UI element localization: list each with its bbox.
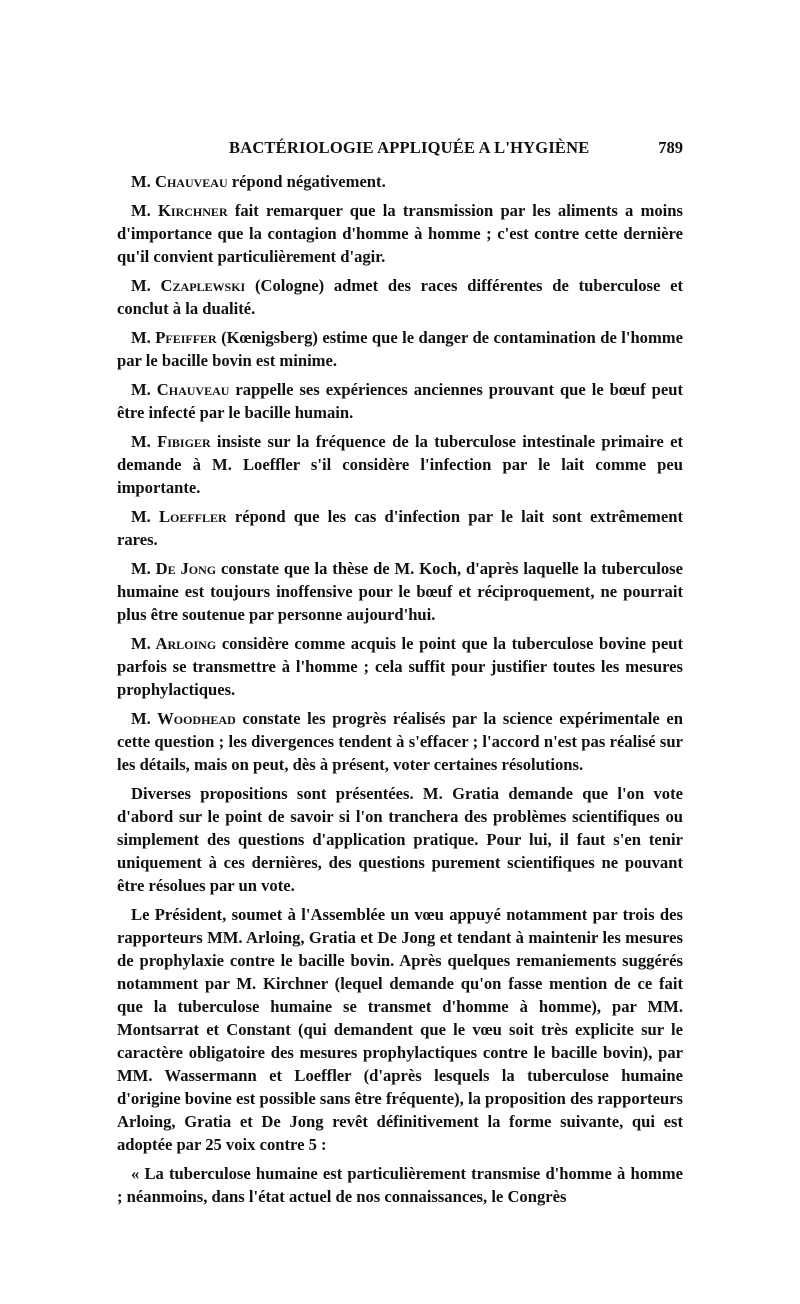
paragraph — [117, 557, 683, 626]
paragraph — [117, 274, 683, 320]
speaker-name: M. Loeffler — [131, 507, 227, 526]
paragraph — [117, 326, 683, 372]
speaker-name: M. Fibiger — [131, 432, 211, 451]
paragraph-text: constate les progrès réalisés par la science expérimentale en cette question ; les divergences tendent à s'effacer ; l'accord n'est pas réalisé sur les détails, mais on peut, dès à présent, voter certaines résolutions. — [117, 709, 683, 774]
paragraph-text: répond que les cas d'infection par le lait sont extrêmement rares. — [117, 507, 683, 549]
page — [117, 138, 683, 1214]
speaker-name: M. Kirchner — [131, 201, 228, 220]
paragraph — [117, 782, 683, 897]
paragraph — [117, 170, 683, 193]
paragraph-text: (Kœnigsberg) estime que le danger de contamination de l'homme par le bacille bovin est minime. — [117, 328, 683, 370]
speaker-name: M. De Jong — [131, 559, 217, 578]
speaker-name: M. Czaplewski — [131, 276, 246, 295]
paragraph — [117, 632, 683, 701]
paragraph-text: (Cologne) admet des races différentes de tuberculose et conclut à la dualité. — [117, 276, 683, 318]
paragraph — [117, 378, 683, 424]
paragraph-text: constate que la thèse de M. Koch, d'après laquelle la tuberculose humaine est toujours inoffensive pour le bœuf et réciproquement, ne pourrait plus être soutenue par personne aujourd'hui. — [117, 559, 683, 624]
paragraph — [117, 1162, 683, 1208]
running-title: BACTÉRIOLOGIE APPLIQUÉE A L'HYGIÈNE — [229, 138, 590, 157]
paragraph-text: considère comme acquis le point que la tuberculose bovine peut parfois se transmettre à l'homme ; cela suffit pour justifier toutes les mesures prophylactiques. — [117, 634, 683, 699]
paragraph — [117, 199, 683, 268]
paragraph — [117, 505, 683, 551]
paragraph-text: rappelle ses expériences anciennes prouvant que le bœuf peut être infecté par le bacille humain. — [117, 380, 683, 422]
page-number: 789 — [658, 138, 683, 157]
paragraph — [117, 707, 683, 776]
paragraph-text: « La tuberculose humaine est particulièrement transmise d'homme à homme ; néanmoins, dans l'état actuel de nos connaissances, le Congrès — [117, 1164, 683, 1206]
page-header — [117, 138, 683, 164]
speaker-name: M. Arloing — [131, 634, 217, 653]
speaker-name: M. Woodhead — [131, 709, 236, 728]
paragraph-text: répond négativement. — [227, 172, 386, 191]
paragraph-text: Diverses propositions sont présentées. M. Gratia demande que l'on vote d'abord sur le point de savoir si l'on tranchera des problèmes scientifiques ou simplement des questions d'application pratique. Pour lui, il faut s'en tenir uniquement à ces dernières, des questions purement scientifiques ne pouvant être résolues par un vote. — [117, 784, 683, 895]
speaker-name: M. Chauveau — [131, 172, 228, 191]
paragraph-text: Le Président, soumet à l'Assemblée un vœu appuyé notamment par trois des rapporteurs MM. Arloing, Gratia et De Jong et tendant à maintenir les mesures de prophylaxie contre le bacille bovin. Après quelques remaniements suggérés notamment par M. Kirchner (lequel demande qu'on fasse mention de ce fait que la tuberculose humaine se transmet d'homme à homme), par MM. Montsarrat et Constant (qui demandent que le vœu soit très explicite sur le caractère obligatoire des mesures prophylactiques contre le bacille bovin), par MM. Wassermann et Loeffler (d'après lesquels la tuberculose humaine d'origine bovine est possible sans être fréquente), la proposition des rapporteurs Arloing, Gratia et De Jong revêt définitivement la forme suivante, qui est adoptée par 25 voix contre 5 : — [117, 905, 683, 1154]
speaker-name: M. Pfeiffer — [131, 328, 217, 347]
paragraph-text: insiste sur la fréquence de la tuberculose intestinale primaire et demande à M. Loeffler s'il considère l'infection par le lait comme peu importante. — [117, 432, 683, 497]
paragraph — [117, 430, 683, 499]
speaker-name: M. Chauveau — [131, 380, 230, 399]
paragraph-text: fait remarquer que la transmission par les aliments a moins d'importance que la contagion d'homme à homme ; c'est contre cette dernière qu'il convient particulièrement d'agir. — [117, 201, 683, 266]
paragraph — [117, 903, 683, 1156]
